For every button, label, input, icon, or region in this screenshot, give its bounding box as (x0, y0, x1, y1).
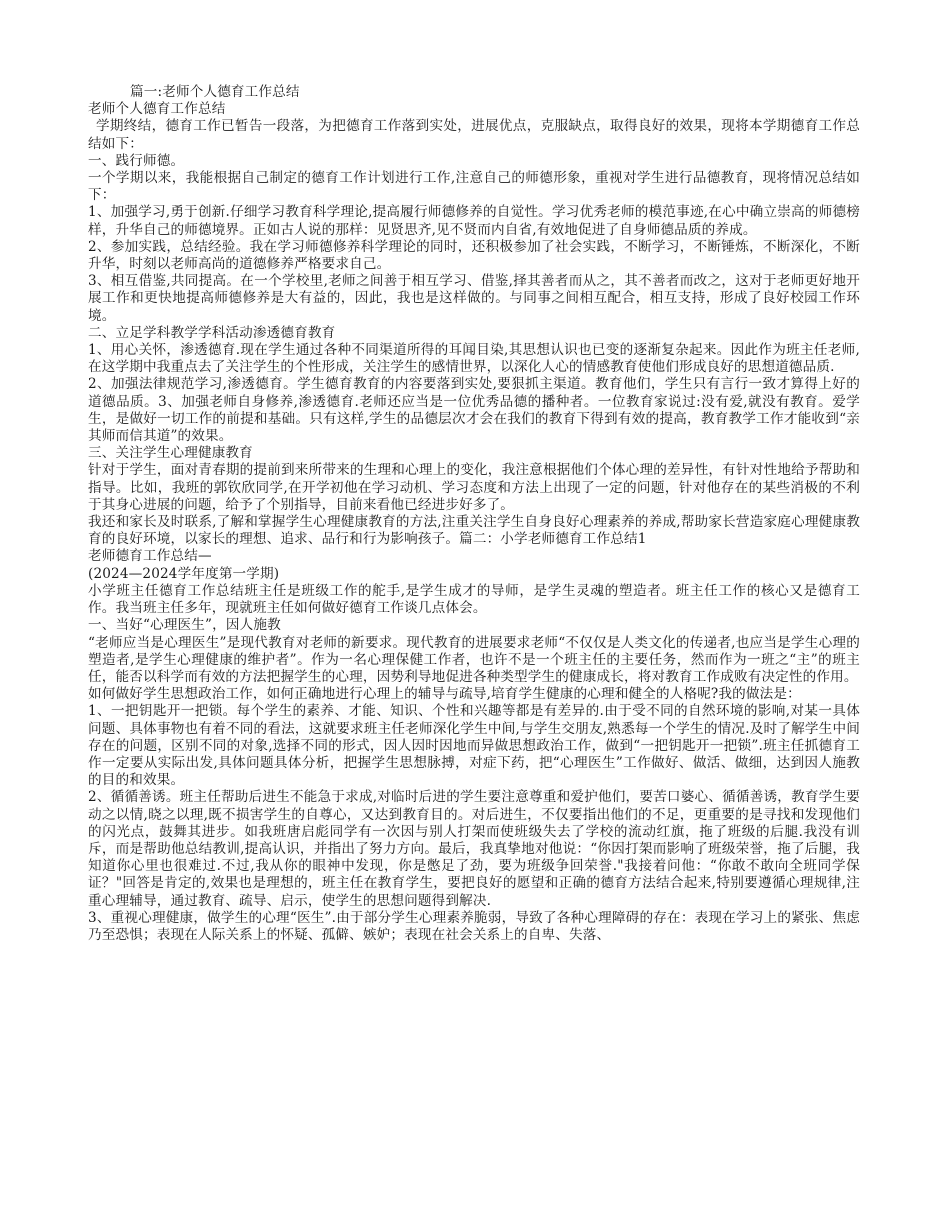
paragraph: 1、用心关怀，渗透德育.现在学生通过各种不同渠道所得的耳闻目染,其思想认识也已变的逐渐复杂起来。因此作为班主任老师,在这学期中我重点去了关注学生的个性形成，关注学生的感情世界，以深化人心的情感教育使他们形成良好的思想道德品质. (88, 342, 860, 376)
heading-summary-2: 老师德育工作总结— (88, 548, 212, 565)
paragraph: 2、循循善诱。班主任帮助后进生不能急于求成,对临时后进的学生要注意尊重和爱护他们，要苦口婆心、循循善诱，教育学生要动之以情,晓之以理,既不损害学生的自尊心，又达到教育目的。对后进生，不仅要指出他们的不足，更重要的是寻找和发现他们的闪光点，鼓舞其进步。如我班唐启彪同学有一次因与别人打架而使班级失去了学校的流动红旗，拖了班级的后腿.我没有训斥，而是帮助他总结教训,提高认识，并指出了努力方向。最后，我真挚地对他说：“你因打架而影响了班级荣誉，拖了后腿，我知道你心里也很难过.不过,我从你的眼神中发现，你是憋足了劲，要为班级争回荣誉."我接着问他：“你敢不敢向全班同学保证？"回答是肯定的,效果也是理想的，班主任在教育学生，要把良好的愿望和正确的德育方法结合起来,特别要遵循心理规律,注重心理辅导，通过教育、疏导、启示，使学生的思想问题得到解决. (88, 789, 860, 909)
paragraph: 1、加强学习,勇于创新.仔细学习教育科学理论,提高履行师德修养的自觉性。学习优秀老师的模范事迹,在心中确立崇高的师德榜样，升华自己的师德境界。正如古人说的那样：见贤思齐,见不贤而内自省,有效地促进了自身师德品质的养成。 (88, 204, 860, 238)
paragraph: 我还和家长及时联系,了解和掌握学生心理健康教育的方法,注重关注学生自身良好心理素养的养成,帮助家长营造家庭心理健康教育的良好环境，以家长的理想、追求、品行和行为影响孩子。篇二：小学老师德育工作总结1 (88, 514, 860, 548)
school-year-line: (2024—2024学年度第一学期) (88, 565, 280, 582)
paragraph: 针对于学生，面对青春期的提前到来所带来的生理和心理上的变化，我注意根据他们个体心理的差异性，有针对性地给予帮助和指导。比如，我班的郭钦欣同学,在开学初他在学习动机、学习态度和方法上出现了一定的问题，针对他存在的某些消极的不利于其身心进展的问题，给予了个别指导，目前来看他已经进步好多了。 (88, 462, 860, 513)
paragraph: 2、参加实践，总结经验。我在学习师德修养科学理论的同时，还积极参加了社会实践，不断学习，不断锤炼，不断深化，不断升华，时刻以老师高尚的道德修养严格要求自己。 (88, 238, 860, 273)
paragraph: 一个学期以来，我能根据自己制定的德育工作计划进行工作,注意自己的师德形象，重视对学生进行品德教育，现将情况总结如下： (88, 170, 860, 204)
document-heading: 老师个人德育工作总结 (88, 101, 226, 118)
heading-practice-ethics: 一、践行师德。 (88, 152, 185, 169)
paragraph: 小学班主任德育工作总结班主任是班级工作的舵手,是学生成才的导师，是学生灵魂的塑造者。班主任工作的核心又是德育工作。我当班主任多年，现就班主任如何做好德育工作谈几点体会。 (88, 582, 860, 617)
paragraph: 如何做好学生思想政治工作，如何正确地进行心理上的辅导与疏导,培育学生健康的心理和健全的人格呢?我的做法是： (88, 686, 801, 703)
section-title-1: 篇一:老师个人德育工作总结 (130, 84, 300, 100)
paragraph: 3、相互借鉴,共同提高。在一个学校里,老师之间善于相互学习、借鉴,择其善者而从之，其不善者而改之，这对于老师更好地开展工作和更快地提高师德修养是大有益的，因此，我也是这样做的。与同事之间相互配合，相互支持，形成了良好校园工作环境。 (88, 273, 860, 324)
document-body (88, 84, 860, 944)
intro-paragraph: 学期终结，德育工作已暂告一段落，为把德育工作落到实处，进展优点，克服缺点，取得良好的效果，现将本学期德育工作总结如下： (88, 118, 860, 152)
paragraph: 2、加强法律规范学习,渗透德育。学生德育教育的内容要落到实处,要狠抓主渠道。教育他们，学生只有言行一致才算得上好的道德品质。3、加强老师自身修养,渗透德育.老师还应当是一位优秀品德的播种者。一位教育家说过:没有爱,就没有教育。爱学生，是做好一切工作的前提和基础。只有这样,学生的品德层次才会在我们的教育下得到有效的提高，教育教学工作才能收到“亲其师而信其道”的效果。 (88, 376, 860, 445)
paragraph: “老师应当是心理医生”是现代教育对老师的新要求。现代教育的进展要求老师“不仅仅是人类文化的传递者,也应当是学生心理的塑造者,是学生心理健康的维护者”。作为一名心理保健工作者，也许不是一个班主任的主要任务，然而作为一班之“主”的班主任，能否以科学而有效的方法把握学生的心理，因势利导地促进各种类型学生的健康成长，将对教育工作成败有决定性的作用。 (88, 634, 860, 685)
paragraph: 1、一把钥匙开一把锁。每个学生的素养、才能、知识、个性和兴趣等都是有差异的.由于受不同的自然环境的影响,对某一具体问题、具体事物也有着不同的看法，这就要求班主任老师深化学生中间,与学生交朋友,熟悉每一个学生的情况.及时了解学生中间存在的问题，区别不同的对象,选择不同的形式，因人因时因地而异做思想政治工作，做到“一把钥匙开一把锁”.班主任抓德育工作一定要从实际出发,具体问题具体分析，把握学生思想脉搏，对症下药，把“心理医生”工作做好、做活、做细，达到因人施教的目的和效果。 (88, 703, 860, 789)
heading-mental-health: 三、关注学生心理健康教育 (88, 445, 253, 462)
paragraph: 3、重视心理健康，做学生的心理“医生”.由于部分学生心理素养脆弱，导致了各种心理障碍的存在：表现在学习上的紧张、焦虑乃至恐惧；表现在人际关系上的怀疑、孤僻、嫉妒；表现在社会关系上的自卑、失落、 (88, 909, 860, 943)
heading-psych-doctor: 一、当好“心理医生”，因人施教 (88, 617, 281, 634)
heading-subject-teaching: 二、立足学科教学学科活动渗透德育教育 (88, 324, 336, 341)
